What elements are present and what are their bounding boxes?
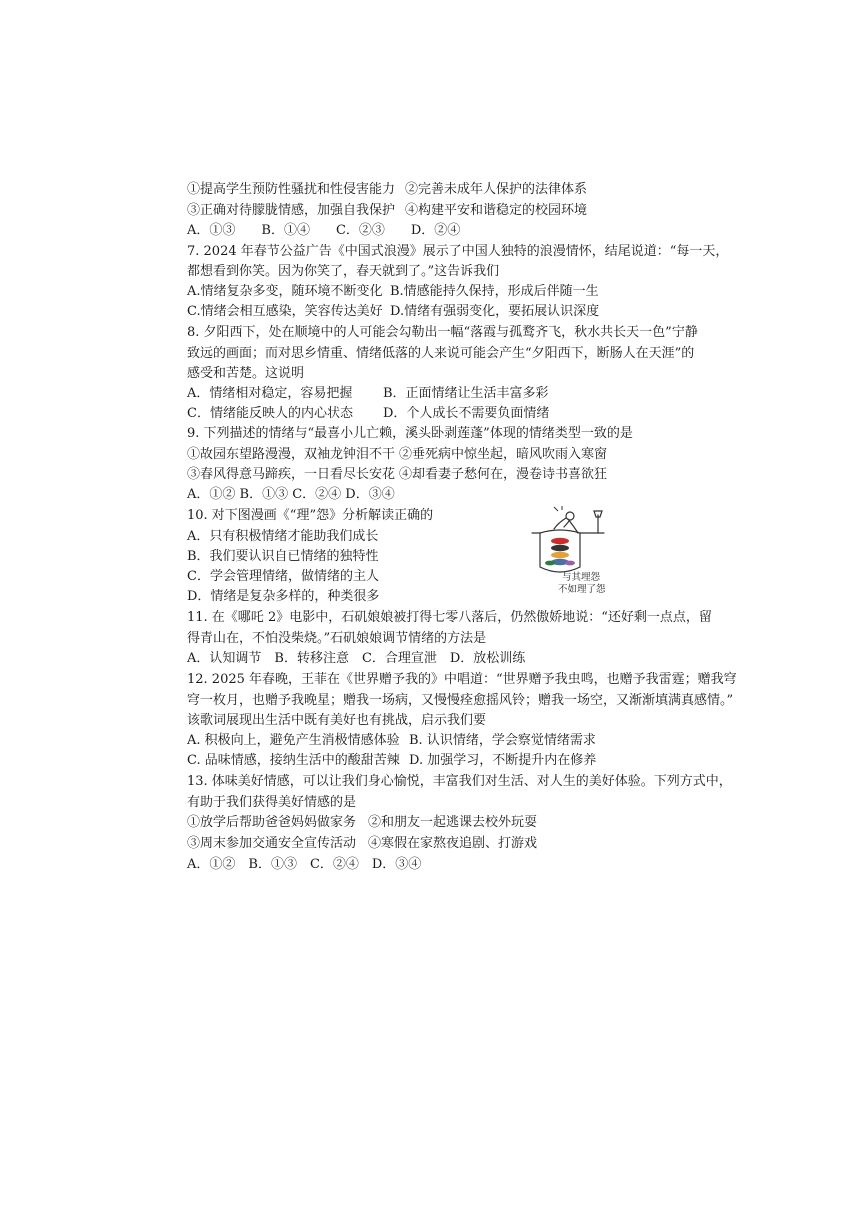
q9-option-2: ②垂死病中惊坐起，暗风吹雨入寒窗 bbox=[399, 447, 608, 462]
q7-option-d: D.情绪有强弱变化，要拓展认识深度 bbox=[390, 304, 600, 319]
q6-option-2: ②完善未成年人保护的法律体系 bbox=[405, 182, 588, 197]
q7-option-c: C.情绪会相互感染，笑容传达美好 bbox=[187, 304, 383, 319]
q6-choices: A．①③ B．①④ C．②③ D．②④ bbox=[187, 223, 461, 238]
q8-option-d: D．个人成长不需要负面情绪 bbox=[383, 406, 550, 421]
q9-stem: 9. 下列描述的情绪与“最喜小儿亡赖，溪头卧剥莲蓬”体现的情绪类型一致的是 bbox=[187, 426, 633, 441]
q9-option-4: ④却看妻子愁何在，漫卷诗书喜欲狂 bbox=[399, 467, 608, 482]
q8-stem-line-3: 感受和苦楚。这说明 bbox=[187, 366, 305, 381]
q13-options-row-2 bbox=[187, 835, 537, 853]
q12-option-d: D. 加强学习，不断提升内在修养 bbox=[409, 753, 597, 768]
q8-stem-line-2: 致远的画面；而对思乡情重、情绪低落的人来说可能会产生“夕阳西下，断肠人在天涯”的 bbox=[187, 346, 695, 361]
q6-option-3: ③正确对待朦胧情感，加强自我保护 bbox=[187, 203, 396, 218]
cartoon-caption-line-2: 不如理了怨 bbox=[558, 584, 606, 595]
q12-stem-line-2: 穹一枚月，也赠予我晚星；赠我一场病，又慢慢痊愈摇风铃；赠我一场空，又渐渐填满真感情。” bbox=[187, 693, 734, 708]
q6-options-row-1 bbox=[187, 181, 587, 199]
q11-choices: A．认知调节 B．转移注意 C．合理宣泄 D．放松训练 bbox=[187, 651, 526, 666]
q9-options-row-2 bbox=[187, 466, 607, 484]
q7-option-a: A.情绪复杂多变，随环境不断变化 bbox=[187, 284, 383, 299]
q12-options-row-1 bbox=[187, 732, 596, 750]
q6-option-1: ①提高学生预防性骚扰和性侵害能力 bbox=[187, 182, 396, 197]
q7-stem-line-1: 7. 2024 年春节公益广告《中国式浪漫》展示了中国人独特的浪漫情怀，结尾说道：“每一天， bbox=[187, 244, 729, 259]
q12-option-b: B. 认识情绪，学会察觉情绪需求 bbox=[409, 733, 596, 748]
q13-option-1: ①放学后帮助爸爸妈妈做家务 bbox=[187, 815, 357, 830]
q7-options-row-2 bbox=[187, 303, 599, 321]
q13-options-row-1 bbox=[187, 814, 537, 832]
q8-options-row-2 bbox=[187, 405, 549, 423]
q6-option-4: ④构建平安和谐稳定的校园环境 bbox=[405, 203, 588, 218]
q8-options-row-1 bbox=[187, 385, 549, 403]
q13-stem-line-2: 有助于我们获得美好情感的是 bbox=[187, 795, 357, 810]
q13-stem-line-1: 13. 体味美好情感，可以让我们身心愉悦，丰富我们对生活、对人生的美好体验。下列方式中， bbox=[187, 774, 732, 789]
q8-stem-line-1: 8. 夕阳西下，处在顺境中的人可能会勾勒出一幅“落霞与孤鹜齐飞，秋水共长天一色”宁静 bbox=[187, 325, 698, 340]
q9-choices: A．①② B．①③ C．②④ D．③④ bbox=[187, 487, 395, 502]
q12-options-row-2 bbox=[187, 752, 596, 770]
q7-stem-line-2: 都想看到你笑。因为你笑了，春天就到了。”这告诉我们 bbox=[187, 264, 500, 279]
q8-option-a: A．情绪相对稳定，容易把握 bbox=[187, 386, 353, 401]
q12-option-a: A. 积极向上，避免产生消极情感体验 bbox=[187, 733, 400, 748]
q13-choices: A．①② B．①③ C．②④ D．③④ bbox=[187, 857, 422, 872]
cartoon-caption-line-1: 与其埋怨 bbox=[562, 572, 601, 583]
q12-stem-line-1: 12. 2025 年春晚，王菲在《世界赠予我的》中唱道：“世界赠予我虫鸣，也赠予我雷霆；赠我穹 bbox=[187, 672, 737, 687]
q13-option-4: ④寒假在家熬夜追剧、打游戏 bbox=[368, 836, 538, 851]
q10-stem: 10. 对下图漫画《“理”怨》分析解读正确的 bbox=[187, 508, 434, 523]
q10-option-c: C．学会管理情绪，做情绪的主人 bbox=[187, 569, 379, 584]
q7-options-row-1 bbox=[187, 283, 599, 301]
q13-option-2: ②和朋友一起逃课去校外玩耍 bbox=[368, 815, 538, 830]
q11-stem-line-1: 11. 在《哪吒 2》电影中，石矶娘娘被打得七零八落后，仍然傲娇地说：“还好剩一点点，留 bbox=[187, 610, 712, 625]
q12-option-c: C. 品味情感，接纳生活中的酸甜苦辣 bbox=[187, 753, 400, 768]
q9-option-1: ①故园东望路漫漫，双袖龙钟泪不干 bbox=[187, 447, 396, 462]
q10-option-b: B．我们要认识自已情绪的独特性 bbox=[187, 549, 379, 564]
q12-stem-line-3: 该歌词展现出生活中既有美好也有挑战，启示我们要 bbox=[187, 713, 487, 728]
q6-options-row-2 bbox=[187, 202, 587, 220]
q8-option-b: B．正面情绪让生活丰富多彩 bbox=[383, 386, 549, 401]
q9-option-3: ③春风得意马蹄疾，一日看尽长安花 bbox=[187, 467, 396, 482]
q13-option-3: ③周末参加交通安全宣传活动 bbox=[187, 836, 357, 851]
q11-stem-line-2: 得青山在，不怕没柴烧。”石矶娘娘调节情绪的方法是 bbox=[187, 631, 487, 646]
q10-option-d: D．情绪是复杂多样的，种类很多 bbox=[187, 589, 380, 604]
cartoon-caption bbox=[558, 572, 606, 596]
q9-options-row-1 bbox=[187, 446, 607, 464]
q7-option-b: B.情感能持久保持，形成后伴随一生 bbox=[390, 284, 599, 299]
q10-option-a: A．只有积极情绪才能助我们成长 bbox=[187, 529, 379, 544]
q8-option-c: C．情绪能反映人的内心状态 bbox=[187, 406, 353, 421]
